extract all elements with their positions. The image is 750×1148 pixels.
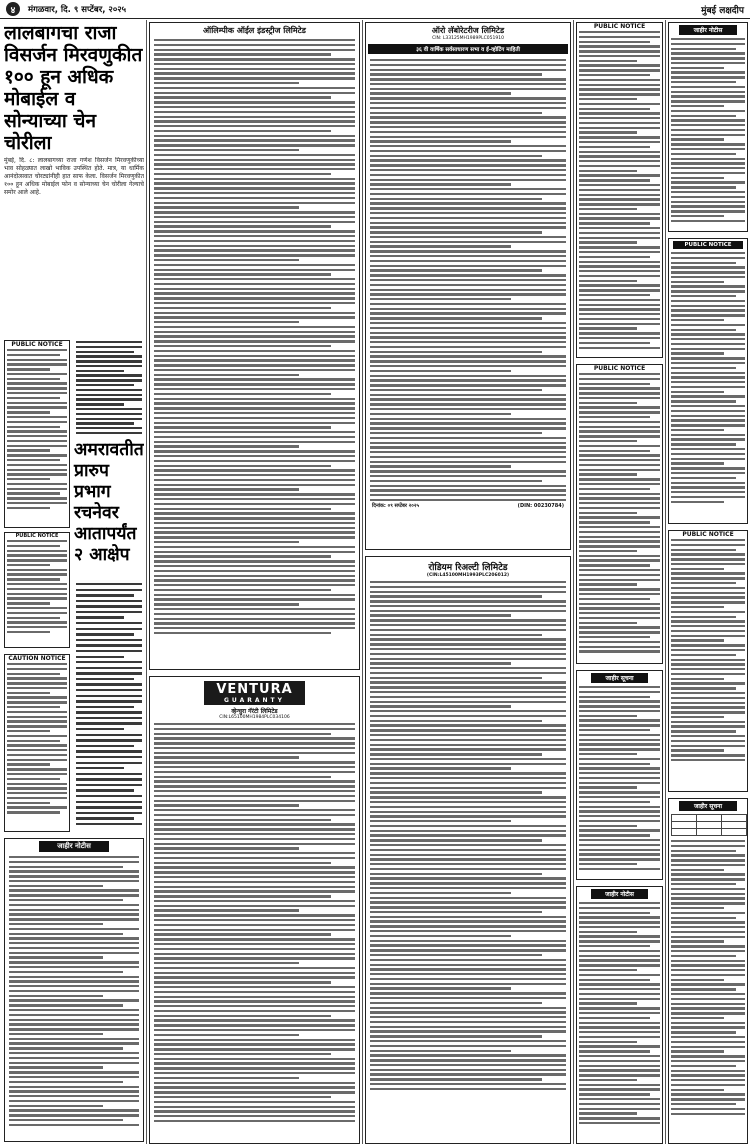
notice-title: PUBLIC NOTICE <box>673 241 743 249</box>
lead-article: मुंबई, दि. ८: लालबागच्या राजा गणेश विसर्जन मिरवणुकीच्या भाव सोहळ्यात लाखो भाविक उपस्थित होते. मात्र, या धार्मिक आनंदोत्सवात चोरट्यांनीही हात साफ केला. विसर्जन मिरवणुकीत १०० हून अधिक मोबाईल फोन व सोन्याच्या चेन चोरीला गेल्याचे समोर आले आहे. <box>4 157 144 196</box>
caution-title: CAUTION NOTICE <box>8 655 66 662</box>
ventura-company: व्हेन्चुरा गॅरंटी लिमिटेड <box>231 708 278 715</box>
notice-title: जाहीर नोटीस <box>679 25 737 35</box>
bottom-notice-box <box>4 838 144 1142</box>
column-5 <box>668 22 748 1144</box>
notice-title: PUBLIC NOTICE <box>593 23 646 30</box>
auro-ref: (DIN: 00230784) <box>517 503 564 510</box>
dateline: मंगळवार, दि. ९ सप्टेंबर, २०२५ <box>28 4 127 15</box>
auro-title: ऑरो लॅबोरेटरीज लिमिटेड <box>431 26 505 35</box>
column-rule <box>362 20 363 1144</box>
public-notice-col4 <box>576 22 663 358</box>
auro-heading: ३६ वी वार्षिक सर्वसाधारण सभा व ई-व्होटिंग माहिती <box>368 44 568 54</box>
public-notice-box <box>4 340 70 528</box>
notice-title: जाहीर सूचना <box>679 801 737 811</box>
ventura-logo-text: VENTURA <box>216 682 293 697</box>
column-1 <box>4 22 144 1144</box>
schedule-table <box>671 814 747 836</box>
column-4 <box>576 22 663 1144</box>
ventura-cin: CIN:L65100MH1984PLC034106 <box>219 715 290 720</box>
column-3 <box>365 22 571 1144</box>
rodium-cin: (CIN:L45100MH1993PLC206012) <box>426 573 510 578</box>
column-rule <box>573 20 574 1144</box>
column-2 <box>149 22 360 1144</box>
notice-title: PUBLIC NOTICE <box>11 341 63 348</box>
masthead-brand: मुंबई लक्षदीप <box>701 5 744 16</box>
lead-headline: लालबागचा राजा विसर्जन मिरवणुकीत १०० हून अधिक मोबाईल व सोन्याच्या चेन चोरीला <box>4 22 143 154</box>
subhead-block <box>74 440 144 566</box>
notice-title: जाहीर नोटीस <box>591 889 648 899</box>
notice-title: जाहीर सूचना <box>591 673 648 683</box>
ventura-notice <box>149 676 360 1144</box>
jahir-notice-col4 <box>576 886 663 1144</box>
top-bar <box>0 0 750 19</box>
auro-date: दिनांक: ०९ सप्टेंबर २०२५ <box>372 503 420 510</box>
ventura-logo <box>204 681 305 705</box>
column-rule <box>146 20 147 1144</box>
rodium-title: रोडियम रिअल्टी लिमिटेड <box>428 563 508 573</box>
notice-title: PUBLIC NOTICE <box>593 365 646 372</box>
jahir-suchana-col4 <box>576 670 663 880</box>
public-notice-box-2 <box>4 532 70 648</box>
auro-cin: CIN: L33125MH1989PLC051910 <box>432 36 504 41</box>
public-notice-col5 <box>668 238 748 524</box>
bottom-notice-title: जाहीर नोटीस <box>39 841 109 852</box>
caution-notice-box <box>4 654 70 832</box>
notice-title: PUBLIC NOTICE <box>682 531 734 538</box>
olympic-title: ऑलिम्पीक ऑईल इंडस्ट्रीज लिमिटेड <box>203 26 306 35</box>
notice-title: PUBLIC NOTICE <box>15 533 59 539</box>
auro-notice <box>365 22 571 550</box>
ventura-logo-sub: GUARANTY <box>224 697 285 704</box>
auro-footer <box>366 503 570 509</box>
jahir-suchana-col5 <box>668 798 748 1144</box>
page-number: ४ <box>6 2 20 16</box>
column-rule <box>665 20 666 1144</box>
side-article <box>74 340 144 440</box>
public-notice-col4-2 <box>576 364 663 664</box>
rodium-notice <box>365 556 571 1144</box>
olympic-oil-notice <box>149 22 360 670</box>
public-notice-col5-2 <box>668 530 748 792</box>
subhead-article <box>74 582 144 832</box>
subhead: अमरावतीत प्रारुप प्रभाग रचनेवर आतापर्यंत २ आक्षेप <box>74 440 144 565</box>
jahir-notice-col5 <box>668 22 748 232</box>
